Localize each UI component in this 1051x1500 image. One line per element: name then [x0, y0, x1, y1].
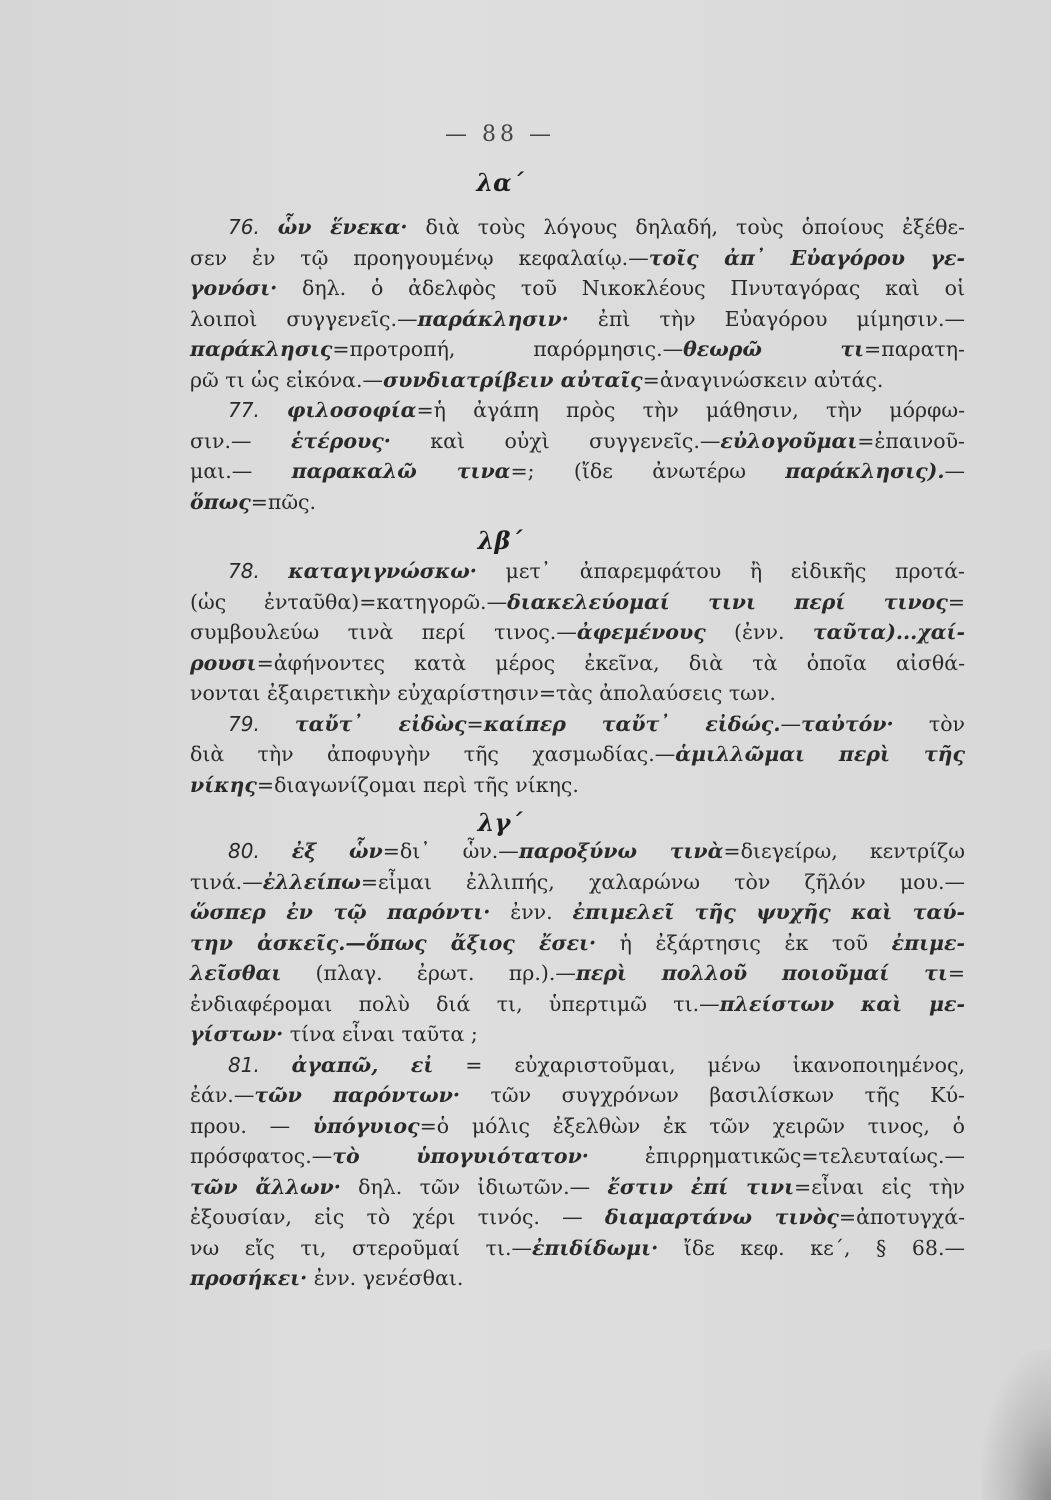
gloss-text: πρόσφατος.—: [190, 1144, 333, 1168]
gloss-text: =ἐπαινοῦ-: [857, 428, 965, 453]
lemma-term: ταῦτα)...χαί-: [812, 620, 965, 644]
text-line: [190, 587, 965, 618]
lemma-term: ὧν ἕνεκα·: [277, 215, 408, 239]
lemma-term: τὸ ὑπογυιότατον·: [332, 1144, 589, 1168]
text-line: [190, 556, 965, 587]
lemma-term: τοῖς ἀπ᾽ Εὐαγόρου γε-: [648, 245, 965, 270]
gloss-text: =δι᾽ ὧν.—: [382, 839, 519, 863]
paragraph-number: 77.: [228, 398, 287, 422]
lemma-term: γίστων·: [190, 1022, 284, 1046]
lemma-term: παρακαλῶ τινα: [291, 459, 511, 483]
paragraph-number: 80.: [228, 839, 292, 863]
gloss-text: ἐπιρρηματικῶς=τελευταίως.—: [588, 1144, 965, 1168]
text-line: [190, 739, 965, 770]
lemma-term: ρουσι: [190, 650, 257, 675]
gloss-text: =διαγωνίζομαι περὶ τῆς νίκης.: [256, 772, 579, 797]
lemma-term: παροξύνω τινὰ: [518, 839, 724, 863]
text-line: [190, 273, 965, 304]
lemma-term: θεωρῶ τι: [683, 337, 865, 361]
gloss-text: =ὁ μόλις ἐξελθὼν ἐκ τῶν χειρῶν τινος, ὁ: [419, 1113, 965, 1138]
lemma-term: ὥσπερ ἐν τῷ παρόντι·: [190, 900, 491, 924]
gloss-text: νονται ἐξαιρετικὴν εὐχαρίστησιν=τὰς ἀπολαύσεις των.: [190, 681, 776, 705]
text-line: [190, 989, 965, 1020]
gloss-text: σεν ἐν τῷ προηγουμένῳ κεφαλαίῳ.—: [190, 245, 649, 270]
gloss-text: διὰ τοὺς λόγους δηλαδή, τοὺς ὁποίους ἐξέθε-: [407, 215, 965, 239]
gloss-text: συμβουλεύω τινὰ περί τινος.—: [190, 620, 577, 644]
gloss-text: ἐπὶ τὴν Εὐαγόρου μίμησιν.—: [568, 306, 965, 331]
text-line: [190, 897, 965, 928]
gloss-text: τίνα εἶναι ταῦτα ;: [283, 1022, 478, 1046]
paragraph-number: 81.: [228, 1052, 292, 1077]
text-line: [190, 867, 965, 898]
lemma-term: διαμαρτάνω τινὸς: [604, 1205, 839, 1229]
gloss-text: =: [947, 589, 965, 614]
lemma-term: παράκλησιν·: [417, 306, 569, 331]
gloss-text: δηλ. τῶν ἰδιωτῶν.—: [340, 1174, 608, 1199]
lemma-term: ὅπως: [190, 489, 251, 514]
lemma-term: ἑτέρους·: [290, 428, 391, 453]
lemma-term: πλείστων καὶ με-: [719, 991, 965, 1016]
gloss-text: =παρατη-: [864, 337, 965, 361]
section-heading-la: λα΄: [476, 168, 524, 197]
gloss-text: =προτροπή, παρόρμησις.—: [332, 337, 684, 361]
lemma-term: ἐπιδίδωμι·: [531, 1235, 659, 1260]
text-line: [190, 365, 965, 396]
gloss-text: =διεγείρω, κεντρίζω: [723, 839, 965, 863]
gloss-text: ἐνδιαφέρομαι πολὺ διά τι, ὑπερτιμῶ τι.—: [190, 991, 720, 1016]
lemma-term: τῶν ἄλλων·: [190, 1174, 341, 1199]
gloss-text: =: [947, 961, 965, 985]
lemma-term: ἀφεμένους: [576, 620, 706, 644]
text-line: [190, 395, 965, 426]
lemma-term: λεῖσθαι: [190, 961, 282, 985]
text-line: [190, 456, 965, 487]
lemma-term: νίκης: [190, 772, 257, 797]
lemma-term: ἐπιμε-: [891, 930, 965, 955]
section-body-lb: [190, 556, 965, 800]
gloss-text: τινά.—: [190, 869, 263, 894]
gloss-text: σιν.—: [190, 428, 291, 453]
lemma-term: γονόσι·: [190, 276, 278, 300]
lemma-term: εὐλογοῦμαι: [720, 428, 858, 453]
paragraph-number: 78.: [228, 559, 289, 583]
gloss-text: =εἶμαι ἐλλιπής, χαλαρώνω τὸν ζῆλόν μου.—: [360, 869, 965, 894]
gloss-text: =πῶς.: [250, 489, 317, 514]
text-line: [190, 1019, 965, 1050]
section-body-lg: [190, 836, 965, 1294]
gloss-text: ἡ ἐξάρτησις ἐκ τοῦ: [596, 930, 892, 955]
gloss-text: ἐάν.—: [190, 1083, 255, 1107]
text-line: [190, 243, 965, 274]
gloss-text: ρῶ τι ὡς εἰκόνα.—: [190, 367, 384, 392]
text-line: [190, 334, 965, 365]
text-line: [190, 1172, 965, 1203]
gloss-text: =ἀφήνοντες κατὰ μέρος ἐκεῖνα, διὰ τὰ ὁποῖα αἰσθά-: [256, 650, 965, 675]
section-body-la: [190, 212, 965, 517]
lemma-term: διακελεύομαί τινι περί τινος: [507, 589, 948, 614]
lemma-term: παράκλησις: [190, 337, 333, 361]
lemma-term: ἐξ ὧν: [291, 839, 383, 863]
lemma-term: ἐπιμελεῖ τῆς ψυχῆς καὶ ταύ-: [572, 900, 965, 924]
section-heading-lg: λγ΄: [477, 808, 523, 837]
text-line: [190, 1141, 965, 1172]
gloss-text: =ἀναγινώσκειν αὐτάς.: [642, 367, 884, 392]
gloss-text: νω εἴς τι, στεροῦμαί τι.—: [190, 1235, 532, 1260]
gloss-text: ἴδε κεφ. κε΄, § 68.—: [658, 1235, 965, 1260]
lemma-term: περὶ πολλοῦ ποιοῦμαί τι: [575, 961, 948, 985]
text-line: [190, 1080, 965, 1111]
gloss-text: τὸν: [893, 711, 966, 736]
gloss-text: = εὐχαριστοῦμαι, μένω ἱκανοποιημένος,: [433, 1052, 965, 1077]
gloss-text: =ἀποτυγχά-: [838, 1205, 965, 1229]
text-line: [190, 928, 965, 959]
lemma-term: προσήκει·: [190, 1266, 308, 1290]
gloss-text: μαι.—: [190, 459, 292, 483]
gloss-text: —: [944, 459, 965, 483]
text-line: [190, 648, 965, 679]
text-line: [190, 1202, 965, 1233]
lemma-term: παράκλησις).: [785, 459, 945, 483]
lemma-term: τῶν παρόντων·: [254, 1083, 461, 1107]
lemma-term: ἁμιλλῶμαι περὶ τῆς: [675, 742, 966, 766]
text-line: [190, 678, 965, 709]
page-corner-shadow: [981, 1350, 1051, 1500]
lemma-term: την ἀσκεῖς.—ὅπως ἄξιος ἔσει·: [190, 930, 597, 955]
lemma-term: ἔστιν ἐπί τινι: [607, 1174, 795, 1199]
lemma-term: καταγιγνώσκω·: [288, 559, 477, 583]
gloss-text: δηλ. ὁ ἀδελφὸς τοῦ Νικοκλέους Πνυταγόρας καὶ οἱ: [277, 276, 965, 300]
gloss-text: —: [780, 711, 802, 736]
gloss-text: (πλαγ. ἐρωτ. πρ.).—: [281, 961, 576, 985]
section-heading-lb: λβ΄: [477, 526, 523, 555]
gloss-text: καὶ οὐχὶ συγγενεῖς.—: [390, 428, 721, 453]
paragraph-number: 79.: [228, 711, 295, 736]
gloss-text: =: [466, 711, 484, 736]
gloss-text: ἐνν.: [490, 900, 573, 924]
text-line: [190, 1050, 965, 1081]
gloss-text: ἐξουσίαν, εἰς τὸ χέρι τινός. —: [190, 1205, 605, 1229]
text-line: [190, 487, 965, 518]
gloss-text: =; (ἴδε ἀνωτέρω: [510, 459, 786, 483]
text-line: [190, 212, 965, 243]
gloss-text: (ἐνν.: [705, 620, 813, 644]
lemma-term: ὑπόγυιος: [312, 1113, 420, 1138]
gloss-text: διὰ τὴν ἀποφυγὴν τῆς χασμωδίας.—: [190, 742, 676, 766]
gloss-text: λοιποὶ συγγενεῖς.—: [190, 306, 418, 331]
lemma-term: φιλοσοφία: [286, 398, 417, 422]
gloss-text: (ὡς ἐνταῦθα)=κατηγορῶ.—: [190, 589, 508, 614]
gloss-text: =εἶναι εἰς τὴν: [794, 1174, 966, 1199]
text-line: [190, 426, 965, 457]
text-line: [190, 770, 965, 801]
gloss-text: πρου. —: [190, 1113, 313, 1138]
text-line: [190, 836, 965, 867]
text-line: [190, 709, 965, 740]
text-line: [190, 958, 965, 989]
gloss-text: ἐνν. γενέσθαι.: [307, 1266, 464, 1290]
lemma-term: ἐλλείπω: [262, 869, 361, 894]
text-line: [190, 617, 965, 648]
paragraph-number: 76.: [228, 215, 278, 239]
lemma-term: συνδιατρίβειν αὐταῖς: [383, 367, 643, 392]
lemma-term: ἀγαπῶ, εἰ: [291, 1052, 434, 1077]
text-line: [190, 1233, 965, 1264]
lemma-term: ταὐτόν·: [801, 711, 894, 736]
lemma-term: ταὔτ᾽ εἰδὼς: [294, 711, 467, 736]
text-line: [190, 304, 965, 335]
text-line: [190, 1111, 965, 1142]
text-line: [190, 1263, 965, 1294]
page-number: — 88 —: [445, 122, 555, 147]
gloss-text: μετ᾽ ἀπαρεμφάτου ἢ εἰδικῆς προτά-: [476, 559, 965, 583]
gloss-text: =ἡ ἀγάπη πρὸς τὴν μάθησιν, τὴν μόρφω-: [416, 398, 965, 422]
gloss-text: τῶν συγχρόνων βασιλίσκων τῆς Κύ-: [460, 1083, 965, 1107]
lemma-term: καίπερ ταὔτ᾽ εἰδώς.: [483, 711, 781, 736]
